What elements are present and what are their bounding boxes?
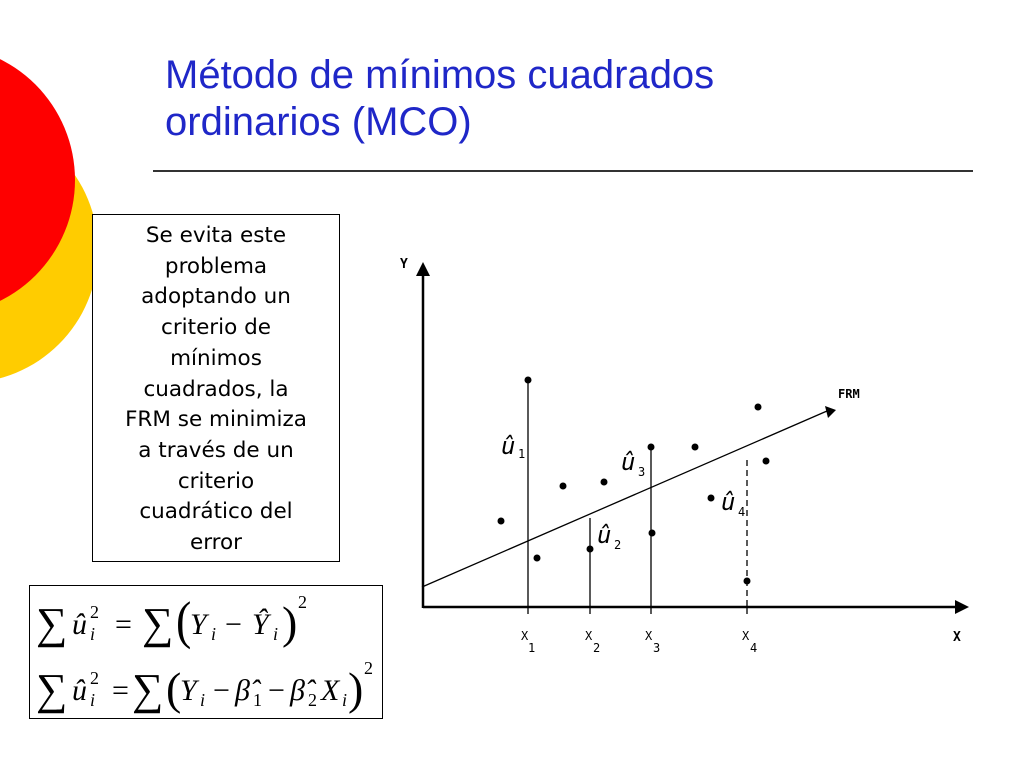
x-axis-label: X: [953, 630, 961, 645]
residual-subscript: 1: [518, 447, 526, 461]
data-point: [763, 458, 770, 465]
residual-subscript: 3: [638, 465, 646, 479]
subscript: i: [200, 690, 206, 710]
sum-symbol: ∑: [36, 599, 68, 648]
regression-diagram: [395, 248, 975, 688]
frm-label: FRM: [838, 387, 860, 401]
residual-symbol: û: [501, 432, 516, 460]
formula-line-1: [36, 591, 307, 650]
y-variable: Y: [180, 674, 197, 707]
residual-subscript: 2: [614, 538, 622, 552]
x-tick-label-3: [645, 629, 660, 655]
frm-arrow: [825, 406, 836, 418]
subscript: i: [90, 690, 96, 710]
residual-label-2: [597, 521, 621, 552]
data-point: [587, 546, 594, 553]
exponent: 2: [90, 602, 99, 622]
residual-label-4: [721, 488, 745, 519]
formula-line-2: [36, 658, 373, 714]
y-axis-label: Y: [400, 257, 408, 272]
minus-sign: −: [225, 608, 242, 641]
residual-symbol: û: [621, 448, 636, 476]
x-variable: X: [321, 674, 340, 707]
note-line: problema: [164, 253, 268, 279]
y-variable: Y: [190, 608, 207, 641]
title-underline: [153, 170, 973, 172]
x-tick-label-2: [585, 629, 600, 655]
subscript: i: [273, 624, 279, 644]
residual-symbol: û: [597, 521, 612, 549]
data-point: [755, 404, 762, 411]
y-hat: Ŷ: [252, 608, 269, 641]
open-paren: (: [176, 591, 192, 650]
x-tick-sub: 2: [593, 641, 601, 655]
u-hat: û: [72, 674, 87, 707]
data-point: [498, 518, 505, 525]
sum-symbol: ∑: [36, 665, 68, 714]
data-point: [692, 444, 699, 451]
x-tick-label-1: [521, 629, 535, 655]
residual-subscript: 4: [738, 505, 746, 519]
exponent: 2: [298, 592, 307, 612]
beta-hat-1: β̂: [235, 674, 250, 707]
x-tick-main: X: [742, 629, 750, 643]
slide-title: [165, 52, 945, 146]
equals-sign: =: [115, 608, 132, 641]
y-axis-arrow: [416, 262, 430, 276]
subscript: i: [342, 690, 348, 710]
minus-sign: −: [268, 674, 285, 707]
data-point: [649, 530, 656, 537]
data-point: [744, 578, 751, 585]
note-line: cuadrático del: [139, 499, 293, 525]
formula-box: [29, 585, 383, 719]
note-line: criterio: [177, 468, 255, 494]
x-tick-label-4: [742, 629, 757, 655]
frm-line: [422, 411, 827, 587]
x-tick-sub: 4: [750, 641, 758, 655]
close-paren: ): [348, 663, 364, 714]
minus-sign: −: [213, 674, 230, 707]
note-line: cuadrados, la: [143, 376, 289, 402]
exponent: 2: [364, 658, 373, 678]
subscript: 2: [308, 690, 317, 710]
sum-symbol: ∑: [142, 599, 174, 648]
residual-label-3: [621, 448, 645, 479]
equals-sign: =: [112, 674, 129, 707]
data-point: [648, 444, 655, 451]
note-line: adoptando un: [141, 284, 291, 310]
data-point: [560, 483, 567, 490]
sum-symbol: ∑: [132, 665, 164, 714]
subscript: 1: [253, 690, 262, 710]
explanation-box: [92, 214, 340, 562]
exponent: 2: [90, 668, 99, 688]
x-axis-arrow: [955, 600, 969, 614]
x-tick-main: X: [645, 629, 653, 643]
data-point: [708, 495, 715, 502]
note-line: a través de un: [138, 437, 294, 463]
x-tick-main: X: [585, 629, 593, 643]
note-line: criterio de: [161, 315, 271, 341]
subscript: i: [90, 624, 96, 644]
note-line: mínimos: [170, 345, 262, 371]
title-line-1: Método de mínimos cuadrados: [165, 53, 715, 97]
x-tick-sub: 1: [528, 641, 536, 655]
data-point: [534, 555, 541, 562]
note-line: Se evita este: [145, 223, 287, 248]
data-point: [525, 377, 532, 384]
close-paren: ): [282, 597, 298, 648]
residual-label-1: [501, 432, 525, 461]
note-line: FRM se minimiza: [125, 407, 307, 433]
x-tick-sub: 3: [653, 641, 661, 655]
data-points: [498, 377, 770, 585]
title-line-2: ordinarios (MCO): [165, 100, 472, 144]
x-tick-main: X: [521, 629, 529, 643]
u-hat: û: [72, 608, 87, 641]
data-point: [601, 479, 608, 486]
note-line: error: [189, 530, 243, 556]
subscript: i: [211, 624, 217, 644]
beta-hat-2: β̂: [290, 674, 305, 707]
open-paren: (: [166, 663, 182, 714]
residual-symbol: û: [721, 488, 736, 516]
